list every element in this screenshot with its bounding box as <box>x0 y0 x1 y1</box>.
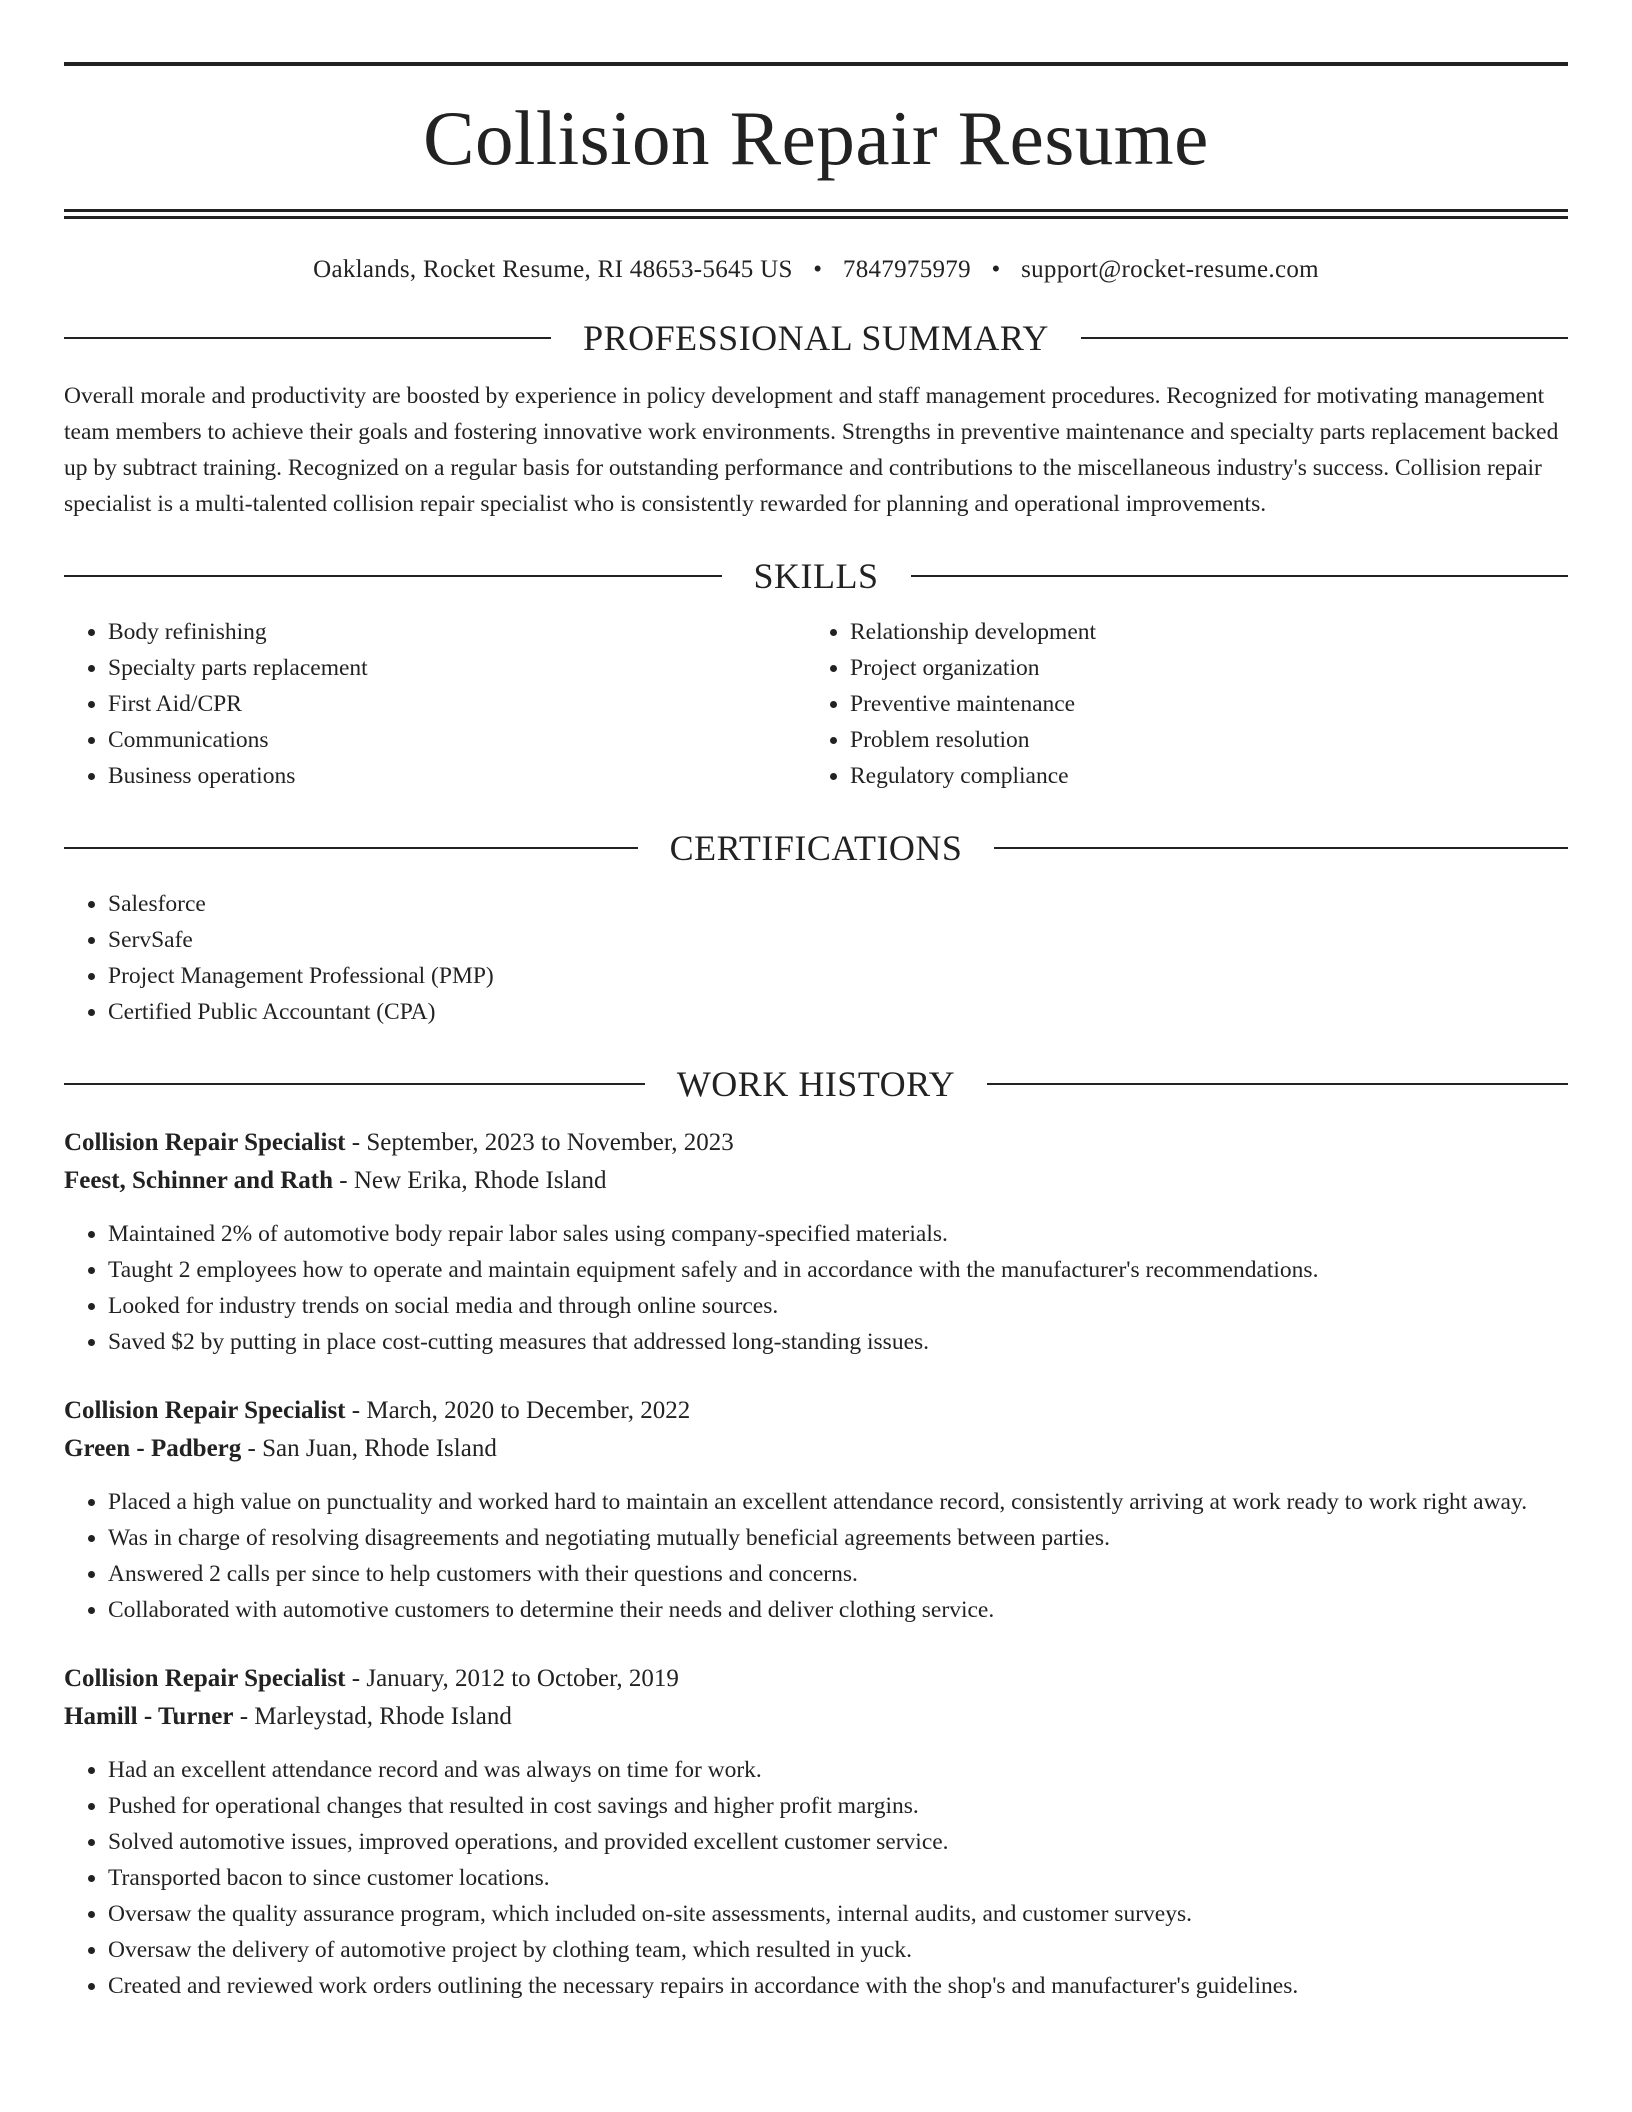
job-location: New Erika, Rhode Island <box>353 1167 607 1194</box>
skills-list-left <box>64 614 806 794</box>
job-company-line: Green - Padberg - San Juan, Rhode Island <box>64 1435 497 1462</box>
job-title: Collision Repair Specialist <box>64 1665 346 1692</box>
job-bullet: • Taught 2 employees how to operate and maintain equipment safely and in accordance with the manufacturer's recommendations. <box>108 1252 1568 1288</box>
job-bullet: • Collaborated with automotive customers to determine their needs and deliver clothing service. <box>108 1592 1568 1628</box>
section-header-skills <box>64 558 1568 594</box>
section-title-summary: PROFESSIONAL SUMMARY <box>583 318 1049 358</box>
contact-line <box>64 256 1568 284</box>
section-rule-left <box>64 575 722 577</box>
section-rule-left <box>64 1083 645 1085</box>
certification-item: • Project Management Professional (PMP) <box>108 958 1568 994</box>
skills-columns <box>64 614 1568 794</box>
certification-item: • ServSafe <box>108 922 1568 958</box>
job-dates: January, 2012 to October, 2019 <box>366 1665 679 1692</box>
job-company-line: Hamill - Turner - Marleystad, Rhode Island <box>64 1703 512 1730</box>
skill-item: • First Aid/CPR <box>108 686 806 722</box>
job-title-line: Collision Repair Specialist - January, 2012 to October, 2019 <box>64 1665 679 1692</box>
skills-column-right <box>806 614 1548 794</box>
job-entry <box>64 1392 1568 1628</box>
job-title: Collision Repair Specialist <box>64 1397 346 1424</box>
job-title-line: Collision Repair Specialist - September, 2023 to November, 2023 <box>64 1129 734 1156</box>
section-title-skills: SKILLS <box>753 556 879 596</box>
contact-phone: 7847975979 <box>842 256 971 283</box>
skill-item: • Problem resolution <box>850 722 1548 758</box>
skills-list-right <box>806 614 1548 794</box>
job-company: Green - Padberg <box>64 1435 242 1462</box>
skill-item: • Communications <box>108 722 806 758</box>
job-bullet: • Saved $2 by putting in place cost-cutting measures that addressed long-standing issues. <box>108 1324 1568 1360</box>
contact-separator: • <box>991 256 1001 283</box>
job-dates: September, 2023 to November, 2023 <box>366 1129 734 1156</box>
job-bullet: • Had an excellent attendance record and was always on time for work. <box>108 1752 1568 1788</box>
section-rule-right <box>994 847 1568 849</box>
summary-paragraph: Overall morale and productivity are boosted by experience in policy development and staff management procedures. Recognized for motivating management team members to achieve their goals and fostering innovative work environments. Strengths in preventive maintenance and specialty parts replacement backed up by subtract training. Recognized on a regular basis for outstanding performance and contributions to the miscellaneous industry's success. Collision repair specialist is a multi-talented collision repair specialist who is consistently rewarded for planning and operational improvements. <box>64 383 1559 517</box>
contact-address: Oaklands, Rocket Resume, RI 48653-5645 US <box>313 256 793 283</box>
section-header-certifications <box>64 830 1568 866</box>
job-location: Marleystad, Rhode Island <box>254 1703 512 1730</box>
certification-item: • Salesforce <box>108 886 1568 922</box>
job-bullet: • Answered 2 calls per since to help customers with their questions and concerns. <box>108 1556 1568 1592</box>
skill-item: • Body refinishing <box>108 614 806 650</box>
section-rule-right <box>987 1083 1568 1085</box>
skills-column-left <box>64 614 806 794</box>
job-bullet: • Oversaw the quality assurance program, which included on-site assessments, internal audits, and customer surveys. <box>108 1896 1568 1932</box>
job-bullets <box>64 1752 1568 2004</box>
skill-item: • Business operations <box>108 758 806 794</box>
job-bullet: • Transported bacon to since customer locations. <box>108 1860 1568 1896</box>
job-bullet: • Solved automotive issues, improved operations, and provided excellent customer service. <box>108 1824 1568 1860</box>
section-title-work: WORK HISTORY <box>676 1064 956 1104</box>
skill-item: • Specialty parts replacement <box>108 650 806 686</box>
job-bullets <box>64 1216 1568 1360</box>
resume-title: Collision Repair Resume <box>423 95 1209 181</box>
contact-separator: • <box>813 256 823 283</box>
section-rule-left <box>64 337 551 339</box>
section-rule-right <box>1081 337 1568 339</box>
certifications-list <box>64 886 1568 1030</box>
job-bullet: • Placed a high value on punctuality and worked hard to maintain an excellent attendance record, consistently arriving at work ready to work right away. <box>108 1484 1568 1520</box>
skill-item: • Relationship development <box>850 614 1548 650</box>
job-bullet: • Created and reviewed work orders outlining the necessary repairs in accordance with the shop's and manufacturer's guidelines. <box>108 1968 1568 2004</box>
job-bullets <box>64 1484 1568 1628</box>
top-divider <box>64 62 1568 66</box>
job-title: Collision Repair Specialist <box>64 1129 346 1156</box>
certification-item: • Certified Public Accountant (CPA) <box>108 994 1568 1030</box>
job-company-line: Feest, Schinner and Rath - New Erika, Rhode Island <box>64 1167 607 1194</box>
job-company: Hamill - Turner <box>64 1703 234 1730</box>
job-entry <box>64 1660 1568 2004</box>
job-company: Feest, Schinner and Rath <box>64 1167 334 1194</box>
job-bullet: • Was in charge of resolving disagreements and negotiating mutually beneficial agreements between parties. <box>108 1520 1568 1556</box>
job-dates: March, 2020 to December, 2022 <box>366 1397 691 1424</box>
job-location: San Juan, Rhode Island <box>262 1435 497 1462</box>
section-rule-right <box>911 575 1569 577</box>
skill-item: • Preventive maintenance <box>850 686 1548 722</box>
section-header-summary <box>64 320 1568 356</box>
job-bullet: • Maintained 2% of automotive body repair labor sales using company-specified materials. <box>108 1216 1568 1252</box>
section-title-certifications: CERTIFICATIONS <box>669 828 963 868</box>
skill-item: • Project organization <box>850 650 1548 686</box>
title-double-divider <box>64 209 1568 219</box>
job-bullet: • Pushed for operational changes that resulted in cost savings and higher profit margins. <box>108 1788 1568 1824</box>
job-bullet: • Oversaw the delivery of automotive project by clothing team, which resulted in yuck. <box>108 1932 1568 1968</box>
section-header-work <box>64 1066 1568 1102</box>
section-rule-left <box>64 847 638 849</box>
contact-email: support@rocket-resume.com <box>1021 256 1319 283</box>
certifications-block <box>64 886 1568 1030</box>
job-title-line: Collision Repair Specialist - March, 2020 to December, 2022 <box>64 1397 691 1424</box>
skill-item: • Regulatory compliance <box>850 758 1548 794</box>
job-bullet: • Looked for industry trends on social media and through online sources. <box>108 1288 1568 1324</box>
job-entry <box>64 1124 1568 1360</box>
